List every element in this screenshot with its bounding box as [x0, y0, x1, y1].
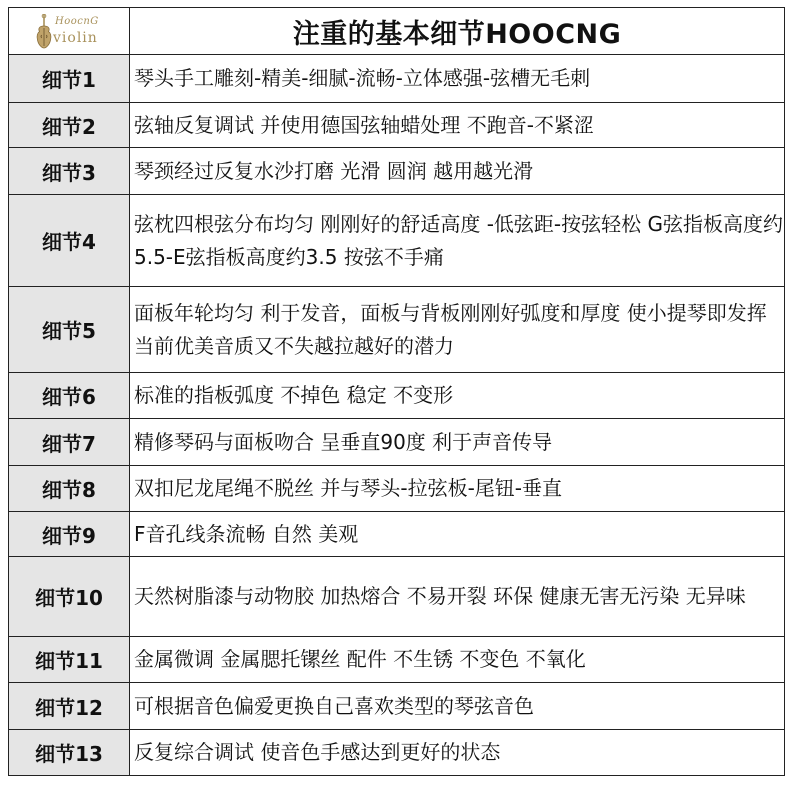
detail-text: 琴头手工雕刻-精美-细腻-流畅-立体感强-弦槽无毛刺 [130, 55, 785, 103]
detail-label: 细节5 [9, 287, 130, 373]
violin-icon [35, 14, 53, 50]
detail-text: 天然树脂漆与动物胶 加热熔合 不易开裂 环保 健康无害无污染 无异味 [130, 557, 785, 637]
logo-wordmark-bottom: violin [53, 30, 98, 46]
details-table [8, 7, 785, 776]
detail-label: 细节4 [9, 195, 130, 287]
table-row [9, 287, 785, 373]
table-row [9, 466, 785, 512]
detail-text: 面板年轮均匀 利于发音，面板与背板刚刚好弧度和厚度 使小提琴即发挥当前优美音质又不失越拉越好的潜力 [130, 287, 785, 373]
table-row [9, 557, 785, 637]
table-row [9, 373, 785, 419]
detail-label: 细节1 [9, 55, 130, 103]
detail-label: 细节3 [9, 148, 130, 195]
detail-text: 可根据音色偏爱更换自己喜欢类型的琴弦音色 [130, 683, 785, 730]
detail-label: 细节10 [9, 557, 130, 637]
table-row [9, 103, 785, 148]
table-row [9, 512, 785, 557]
detail-text: 金属微调 金属腮托镙丝 配件 不生锈 不变色 不氧化 [130, 637, 785, 683]
detail-label: 细节13 [9, 730, 130, 776]
logo-cell [9, 8, 130, 55]
detail-label: 细节8 [9, 466, 130, 512]
detail-text: F音孔线条流畅 自然 美观 [130, 512, 785, 557]
detail-text: 琴颈经过反复水沙打磨 光滑 圆润 越用越光滑 [130, 148, 785, 195]
detail-text: 精修琴码与面板吻合 呈垂直90度 利于声音传导 [130, 419, 785, 466]
detail-label: 细节11 [9, 637, 130, 683]
detail-text: 弦枕四根弦分布均匀 刚刚好的舒适高度 -低弦距-按弦轻松 G弦指板高度约5.5-E弦指板高度约3.5 按弦不手痛 [130, 195, 785, 287]
detail-text: 标准的指板弧度 不掉色 稳定 不变形 [130, 373, 785, 419]
table-header-row [9, 8, 785, 55]
logo-wordmark-top: HoocnG [55, 16, 99, 27]
page-title: 注重的基本细节HOOCNG [130, 8, 785, 55]
detail-label: 细节6 [9, 373, 130, 419]
table-row [9, 637, 785, 683]
table-row [9, 419, 785, 466]
table-row [9, 195, 785, 287]
table-row [9, 148, 785, 195]
detail-text: 双扣尼龙尾绳不脱丝 并与琴头-拉弦板-尾钮-垂直 [130, 466, 785, 512]
detail-text: 弦轴反复调试 并使用德国弦轴蜡处理 不跑音-不紧涩 [130, 103, 785, 148]
detail-label: 细节7 [9, 419, 130, 466]
detail-label: 细节9 [9, 512, 130, 557]
detail-label: 细节12 [9, 683, 130, 730]
table-row [9, 683, 785, 730]
spec-sheet [8, 7, 784, 776]
brand-logo [9, 8, 130, 54]
table-row [9, 730, 785, 776]
table-row [9, 55, 785, 103]
detail-text: 反复综合调试 使音色手感达到更好的状态 [130, 730, 785, 776]
detail-label: 细节2 [9, 103, 130, 148]
